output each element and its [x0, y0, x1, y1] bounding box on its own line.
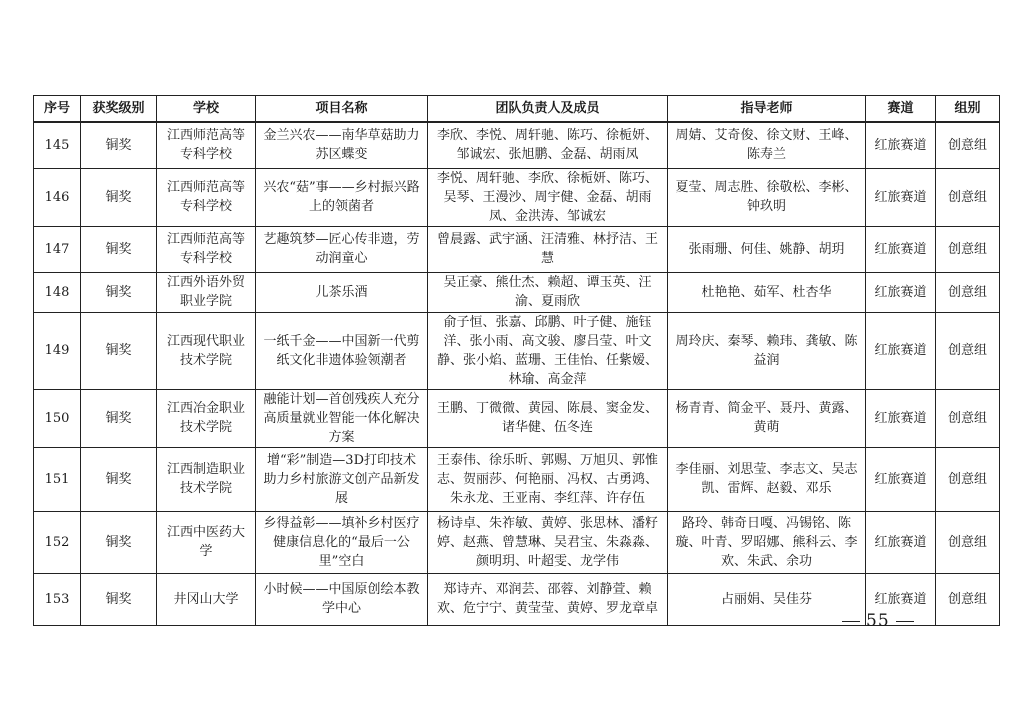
cell-track: 红旅赛道: [866, 272, 936, 312]
cell-level: 铜奖: [81, 389, 157, 447]
table-header-row: [34, 96, 1000, 123]
cell-group: 创意组: [936, 573, 1000, 625]
cell-team: 郑诗卉、邓润芸、邵蓉、刘静萱、赖欢、危宁宁、黄莹莹、黄婷、罗龙章卓: [428, 573, 668, 625]
cell-track: 红旅赛道: [866, 122, 936, 168]
cell-school: 江西现代职业技术学院: [157, 312, 256, 389]
page-dash-left: [842, 621, 860, 622]
cell-group: 创意组: [936, 122, 1000, 168]
cell-group: 创意组: [936, 226, 1000, 272]
header-project: 项目名称: [256, 96, 428, 123]
cell-team: 王鹏、丁微微、黄园、陈晨、窦金发、诸华健、伍冬连: [428, 389, 668, 447]
cell-group: 创意组: [936, 389, 1000, 447]
table-row: [34, 272, 1000, 312]
cell-school: 江西冶金职业技术学院: [157, 389, 256, 447]
cell-team: 王泰伟、徐乐昕、郭赐、万旭贝、郭惟志、贺丽莎、何艳丽、冯权、古勇鸿、朱永龙、王亚南、李红萍、许存伍: [428, 447, 668, 511]
cell-project: 金兰兴农——南华草菇助力苏区蝶变: [256, 122, 428, 168]
header-group: 组别: [936, 96, 1000, 123]
cell-advisor: 夏莹、周志胜、徐敬松、李彬、钟玖明: [668, 168, 866, 226]
table-row: [34, 389, 1000, 447]
cell-level: 铜奖: [81, 272, 157, 312]
cell-no: 149: [34, 312, 81, 389]
cell-no: 151: [34, 447, 81, 511]
cell-project: 乡得益彰——填补乡村医疗健康信息化的“最后一公里”空白: [256, 511, 428, 573]
cell-school: 江西制造职业技术学院: [157, 447, 256, 511]
cell-track: 红旅赛道: [866, 226, 936, 272]
cell-school: 江西外语外贸职业学院: [157, 272, 256, 312]
table-row: [34, 447, 1000, 511]
cell-project: 艺趣筑梦—匠心传非遗，劳动润童心: [256, 226, 428, 272]
cell-school: 江西师范高等专科学校: [157, 168, 256, 226]
page-number-value: 55: [866, 611, 890, 631]
cell-level: 铜奖: [81, 312, 157, 389]
cell-group: 创意组: [936, 312, 1000, 389]
page-dash-right: [896, 621, 914, 622]
cell-level: 铜奖: [81, 447, 157, 511]
cell-advisor: 李佳丽、刘思莹、李志文、吴志凯、雷辉、赵毅、邓乐: [668, 447, 866, 511]
header-team: 团队负责人及成员: [428, 96, 668, 123]
cell-level: 铜奖: [81, 226, 157, 272]
cell-track: 红旅赛道: [866, 389, 936, 447]
cell-advisor: 周玲庆、秦琴、赖玮、龚敏、陈益润: [668, 312, 866, 389]
cell-team: 李悦、周轩驰、李欣、徐栀妍、陈巧、吴琴、王漫沙、周宇健、金磊、胡雨凤、金洪涛、邹诚宏: [428, 168, 668, 226]
cell-advisor: 周婧、艾奇俊、徐文财、王峰、陈寿兰: [668, 122, 866, 168]
cell-advisor: 占丽娟、吴佳芬: [668, 573, 866, 625]
cell-project: 小时候——中国原创绘本教学中心: [256, 573, 428, 625]
cell-no: 146: [34, 168, 81, 226]
header-school: 学校: [157, 96, 256, 123]
cell-advisor: 张雨珊、何佳、姚静、胡玥: [668, 226, 866, 272]
cell-no: 148: [34, 272, 81, 312]
cell-project: 增“彩”制造—3D打印技术助力乡村旅游文创产品新发展: [256, 447, 428, 511]
cell-level: 铜奖: [81, 573, 157, 625]
cell-track: 红旅赛道: [866, 573, 936, 625]
cell-team: 李欣、李悦、周轩驰、陈巧、徐栀妍、邹诚宏、张旭鹏、金磊、胡雨凤: [428, 122, 668, 168]
cell-project: 儿茶乐酒: [256, 272, 428, 312]
cell-team: 俞子恒、张嘉、邱鹏、叶子健、施钰洋、张小雨、高文骏、廖吕莹、叶文静、张小焰、蓝珊、王佳怡、任紫嫒、林瑜、高金萍: [428, 312, 668, 389]
cell-track: 红旅赛道: [866, 312, 936, 389]
cell-group: 创意组: [936, 272, 1000, 312]
cell-team: 吴正豪、熊仕杰、赖超、谭玉英、汪渝、夏雨欣: [428, 272, 668, 312]
cell-advisor: 杨青青、简金平、聂丹、黄露、黄萌: [668, 389, 866, 447]
table-row: [34, 122, 1000, 168]
table-row: [34, 511, 1000, 573]
award-table: [33, 95, 1000, 626]
cell-team: 曾晨露、武宇涵、汪清雅、林抒洁、王慧: [428, 226, 668, 272]
cell-no: 147: [34, 226, 81, 272]
cell-level: 铜奖: [81, 511, 157, 573]
cell-project: 融能计划—首创残疾人充分高质量就业智能一体化解决方案: [256, 389, 428, 447]
table-row: [34, 226, 1000, 272]
cell-no: 152: [34, 511, 81, 573]
cell-school: 江西中医药大学: [157, 511, 256, 573]
header-advisor: 指导老师: [668, 96, 866, 123]
cell-no: 150: [34, 389, 81, 447]
page-number: [836, 611, 920, 631]
cell-project: 兴农“菇”事——乡村振兴路上的领菌者: [256, 168, 428, 226]
cell-school: 江西师范高等专科学校: [157, 122, 256, 168]
cell-project: 一纸千金——中国新一代剪纸文化非遗体验领潮者: [256, 312, 428, 389]
cell-no: 145: [34, 122, 81, 168]
cell-track: 红旅赛道: [866, 511, 936, 573]
cell-advisor: 路玲、韩奇日嘎、冯锡铭、陈璇、叶青、罗昭娜、熊科云、李欢、朱武、余功: [668, 511, 866, 573]
cell-track: 红旅赛道: [866, 168, 936, 226]
table-row: [34, 312, 1000, 389]
cell-level: 铜奖: [81, 122, 157, 168]
cell-school: 井冈山大学: [157, 573, 256, 625]
cell-no: 153: [34, 573, 81, 625]
header-track: 赛道: [866, 96, 936, 123]
cell-group: 创意组: [936, 168, 1000, 226]
cell-track: 红旅赛道: [866, 447, 936, 511]
header-level: 获奖级别: [81, 96, 157, 123]
cell-team: 杨诗卓、朱祚敏、黄婷、张思林、潘籽婷、赵燕、曾慧琳、吴君宝、朱淼淼、颜明玥、叶超雯、龙学伟: [428, 511, 668, 573]
table-row: [34, 168, 1000, 226]
cell-level: 铜奖: [81, 168, 157, 226]
cell-advisor: 杜艳艳、茹军、杜杏华: [668, 272, 866, 312]
cell-group: 创意组: [936, 447, 1000, 511]
cell-group: 创意组: [936, 511, 1000, 573]
header-no: 序号: [34, 96, 81, 123]
cell-school: 江西师范高等专科学校: [157, 226, 256, 272]
